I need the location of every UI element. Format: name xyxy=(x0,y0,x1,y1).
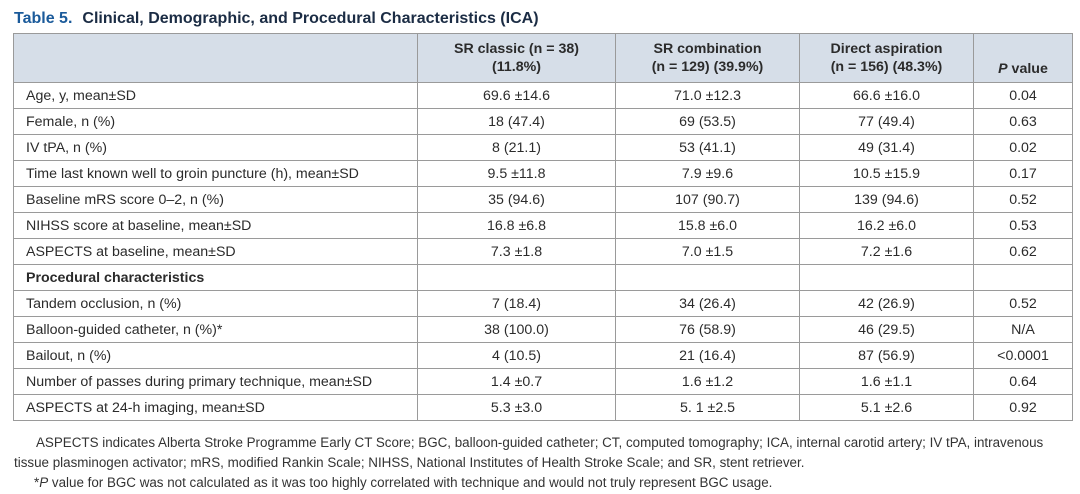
direct-aspiration-cell: 49 (31.4) xyxy=(800,135,974,161)
table-row xyxy=(14,369,1073,395)
sr-classic-cell: 5.3 ±3.0 xyxy=(418,395,616,421)
table-row xyxy=(14,239,1073,265)
row-label: IV tPA, n (%) xyxy=(14,135,418,161)
p-value-cell: 0.02 xyxy=(974,135,1073,161)
sr-classic-cell: 8 (21.1) xyxy=(418,135,616,161)
row-label: Female, n (%) xyxy=(14,109,418,135)
table-body xyxy=(14,83,1073,421)
sr-combination-cell xyxy=(616,265,800,291)
direct-aspiration-cell: 5.1 ±2.6 xyxy=(800,395,974,421)
p-value-cell: 0.52 xyxy=(974,187,1073,213)
sr-classic-cell: 38 (100.0) xyxy=(418,317,616,343)
sr-combination-cell: 107 (90.7) xyxy=(616,187,800,213)
table-row xyxy=(14,109,1073,135)
table-row xyxy=(14,291,1073,317)
header-sr-classic: SR classic (n = 38) (11.8%) xyxy=(418,34,616,83)
table-title xyxy=(14,10,539,28)
table-row xyxy=(14,161,1073,187)
sr-classic-cell xyxy=(418,265,616,291)
p-value-cell: 0.64 xyxy=(974,369,1073,395)
sr-combination-cell: 34 (26.4) xyxy=(616,291,800,317)
sr-combination-cell: 15.8 ±6.0 xyxy=(616,213,800,239)
abbreviation-footnote: ASPECTS indicates Alberta Stroke Programme Early CT Score; BGC, balloon-guided catheter; CT, computed tomography; ICA, internal carotid artery; IV tPA, intravenous tissue plasminogen activator; mRS, modified Rankin Scale; NIHSS, National Institutes of Health Stroke Scale; and SR, stent retriever. xyxy=(14,435,1044,470)
header-sr-combination: SR combination (n = 129) (39.9%) xyxy=(616,34,800,83)
p-value-cell: 0.17 xyxy=(974,161,1073,187)
sr-combination-cell: 71.0 ±12.3 xyxy=(616,83,800,109)
header-blank xyxy=(14,34,418,83)
direct-aspiration-cell: 77 (49.4) xyxy=(800,109,974,135)
header-p-value: P value xyxy=(974,34,1073,83)
sr-combination-cell: 1.6 ±1.2 xyxy=(616,369,800,395)
p-value-cell: 0.52 xyxy=(974,291,1073,317)
row-label: ASPECTS at 24-h imaging, mean±SD xyxy=(14,395,418,421)
p-value-cell: 0.92 xyxy=(974,395,1073,421)
p-value-cell: N/A xyxy=(974,317,1073,343)
sr-classic-cell: 35 (94.6) xyxy=(418,187,616,213)
sr-combination-cell: 53 (41.1) xyxy=(616,135,800,161)
sr-classic-cell: 9.5 ±11.8 xyxy=(418,161,616,187)
direct-aspiration-cell: 66.6 ±16.0 xyxy=(800,83,974,109)
sr-combination-cell: 69 (53.5) xyxy=(616,109,800,135)
table-row xyxy=(14,213,1073,239)
table-row xyxy=(14,135,1073,161)
sr-classic-cell: 69.6 ±14.6 xyxy=(418,83,616,109)
sr-classic-cell: 4 (10.5) xyxy=(418,343,616,369)
sr-combination-cell: 21 (16.4) xyxy=(616,343,800,369)
sr-combination-cell: 7.0 ±1.5 xyxy=(616,239,800,265)
section-header-row xyxy=(14,265,1073,291)
sr-combination-cell: 7.9 ±9.6 xyxy=(616,161,800,187)
sr-combination-cell: 76 (58.9) xyxy=(616,317,800,343)
p-value-cell: 0.62 xyxy=(974,239,1073,265)
table-caption: Clinical, Demographic, and Procedural Characteristics (ICA) xyxy=(82,10,539,27)
row-label: ASPECTS at baseline, mean±SD xyxy=(14,239,418,265)
table-footnotes xyxy=(14,433,1070,493)
direct-aspiration-cell xyxy=(800,265,974,291)
bgc-footnote: *P value for BGC was not calculated as it was too highly correlated with technique and would not truly represent BGC usage. xyxy=(34,475,773,490)
table-row xyxy=(14,317,1073,343)
sr-classic-cell: 16.8 ±6.8 xyxy=(418,213,616,239)
p-value-cell: <0.0001 xyxy=(974,343,1073,369)
table-row xyxy=(14,83,1073,109)
sr-classic-cell: 18 (47.4) xyxy=(418,109,616,135)
p-value-cell: 0.53 xyxy=(974,213,1073,239)
p-value-cell: 0.63 xyxy=(974,109,1073,135)
row-label: Balloon-guided catheter, n (%)* xyxy=(14,317,418,343)
row-label: Number of passes during primary technique, mean±SD xyxy=(14,369,418,395)
direct-aspiration-cell: 42 (26.9) xyxy=(800,291,974,317)
header-direct-aspiration: Direct aspiration (n = 156) (48.3%) xyxy=(800,34,974,83)
row-label: Age, y, mean±SD xyxy=(14,83,418,109)
table-row xyxy=(14,395,1073,421)
row-label: NIHSS score at baseline, mean±SD xyxy=(14,213,418,239)
table-row xyxy=(14,343,1073,369)
direct-aspiration-cell: 1.6 ±1.1 xyxy=(800,369,974,395)
sr-combination-cell: 5. 1 ±2.5 xyxy=(616,395,800,421)
direct-aspiration-cell: 87 (56.9) xyxy=(800,343,974,369)
p-value-cell: 0.04 xyxy=(974,83,1073,109)
direct-aspiration-cell: 16.2 ±6.0 xyxy=(800,213,974,239)
row-label: Tandem occlusion, n (%) xyxy=(14,291,418,317)
table-row xyxy=(14,187,1073,213)
direct-aspiration-cell: 139 (94.6) xyxy=(800,187,974,213)
row-label: Baseline mRS score 0–2, n (%) xyxy=(14,187,418,213)
sr-classic-cell: 1.4 ±0.7 xyxy=(418,369,616,395)
header-row xyxy=(14,34,1073,83)
direct-aspiration-cell: 10.5 ±15.9 xyxy=(800,161,974,187)
p-value-cell xyxy=(974,265,1073,291)
direct-aspiration-cell: 7.2 ±1.6 xyxy=(800,239,974,265)
row-label: Bailout, n (%) xyxy=(14,343,418,369)
section-label: Procedural characteristics xyxy=(14,265,418,291)
direct-aspiration-cell: 46 (29.5) xyxy=(800,317,974,343)
sr-classic-cell: 7 (18.4) xyxy=(418,291,616,317)
sr-classic-cell: 7.3 ±1.8 xyxy=(418,239,616,265)
characteristics-table xyxy=(13,33,1073,421)
row-label: Time last known well to groin puncture (h), mean±SD xyxy=(14,161,418,187)
table-number: Table 5. xyxy=(14,10,73,27)
